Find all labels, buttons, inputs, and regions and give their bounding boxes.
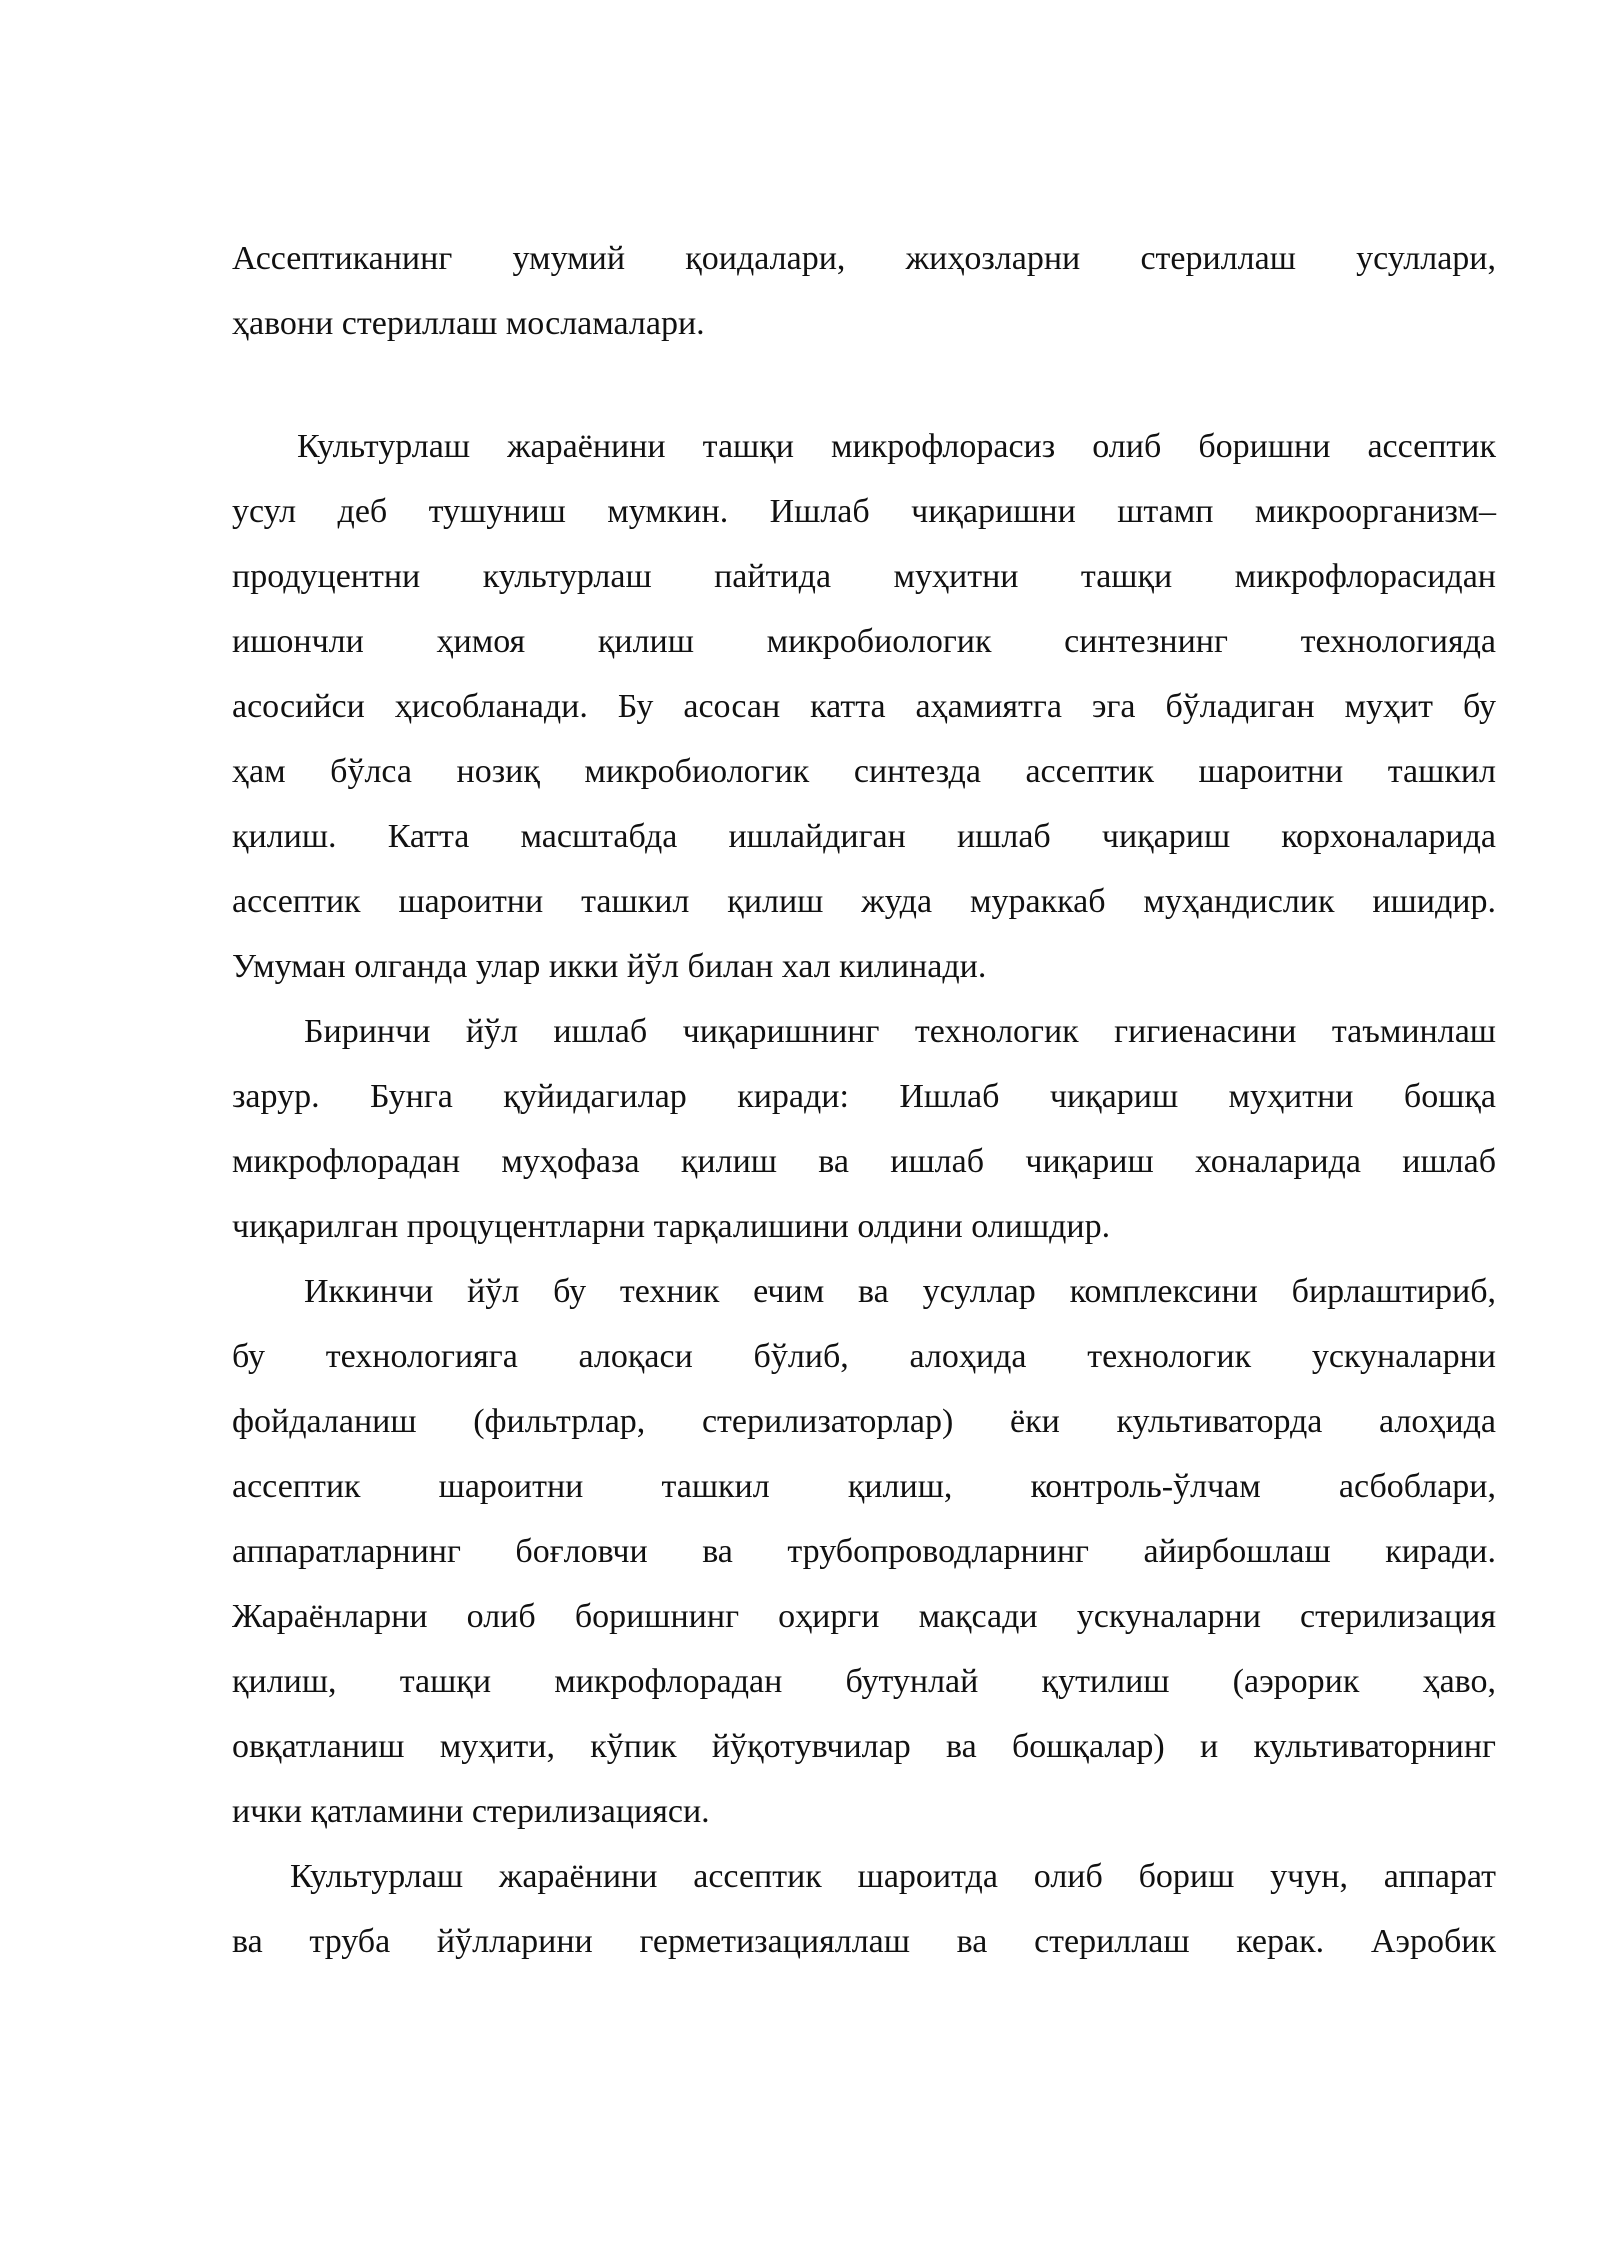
paragraph-line: ишончли ҳимоя қилиш микробиологик синтезнинг технологияда [232, 623, 1496, 660]
paragraph-line: усул деб тушуниш мумкин. Ишлаб чиқаришни штамп микроорганизм– [232, 493, 1496, 530]
paragraph-line: қилиш. Катта масштабда ишлайдиган ишлаб чиқариш корхоналарида [232, 818, 1496, 855]
paragraph-line: зарур. Бунга қуйидагилар киради: Ишлаб чиқариш муҳитни бошқа [232, 1078, 1496, 1115]
paragraph-line: фойдаланиш (фильтрлар, стерилизаторлар) ёки культиваторда алоҳида [232, 1403, 1496, 1440]
paragraph-line: асосийси ҳисобланади. Бу асосан катта аҳамиятга эга бўладиган муҳит бу [232, 688, 1496, 725]
paragraph-line: аппаратларнинг боғловчи ва трубопроводларнинг айирбошлаш киради. [232, 1533, 1496, 1570]
paragraph-line: микрофлорадан муҳофаза қилиш ва ишлаб чиқариш хоналарида ишлаб [232, 1143, 1496, 1180]
paragraph-line: ички қатламини стерилизацияси. [232, 1793, 710, 1830]
paragraph-line: Умуман олганда улар икки йўл билан хал килинади. [232, 948, 987, 985]
paragraph-line: Культурлаш жараёнини ассептик шароитда олиб бориш учун, аппарат [290, 1858, 1496, 1895]
paragraph-line: Культурлаш жараёнини ташқи микрофлорасиз олиб боришни ассептик [297, 428, 1496, 465]
paragraph-line: ва труба йўлларини герметизацияллаш ва стериллаш керак. Аэробик [232, 1923, 1496, 1960]
paragraph-line: ҳам бўлса нозиқ микробиологик синтезда ассептик шароитни ташкил [232, 753, 1496, 790]
paragraph-line: Жараёнларни олиб боришнинг оҳирги мақсади ускуналарни стерилизация [232, 1598, 1496, 1635]
paragraph-line: ассептик шароитни ташкил қилиш жуда мураккаб муҳандислик ишидир. [232, 883, 1496, 920]
paragraph-line: овқатланиш муҳити, кўпик йўқотувчилар ва бошқалар) и культиваторнинг [232, 1728, 1496, 1765]
heading-line: ҳавони стериллаш мосламалари. [232, 305, 705, 342]
paragraph-line: продуцентни культурлаш пайтида муҳитни ташқи микрофлорасидан [232, 558, 1496, 595]
paragraph-line: Биринчи йўл ишлаб чиқаришнинг технологик гигиенасини таъминлаш [304, 1013, 1496, 1050]
paragraph-line: бу технологияга алоқаси бўлиб, алоҳида технологик ускуналарни [232, 1338, 1496, 1375]
heading-line: Ассептиканинг умумий қоидалари, жиҳозларни стериллаш усуллари, [232, 240, 1496, 277]
paragraph-line: чиқарилган процуцентларни тарқалишини олдини олишдир. [232, 1208, 1111, 1245]
paragraph-line: Иккинчи йўл бу техник ечим ва усуллар комплексини бирлаштириб, [304, 1273, 1496, 1310]
paragraph-line: қилиш, ташқи микрофлорадан бутунлай қутилиш (аэрорик ҳаво, [232, 1663, 1496, 1700]
paragraph-line: ассептик шароитни ташкил қилиш, контроль-ўлчам асбоблари, [232, 1468, 1496, 1505]
